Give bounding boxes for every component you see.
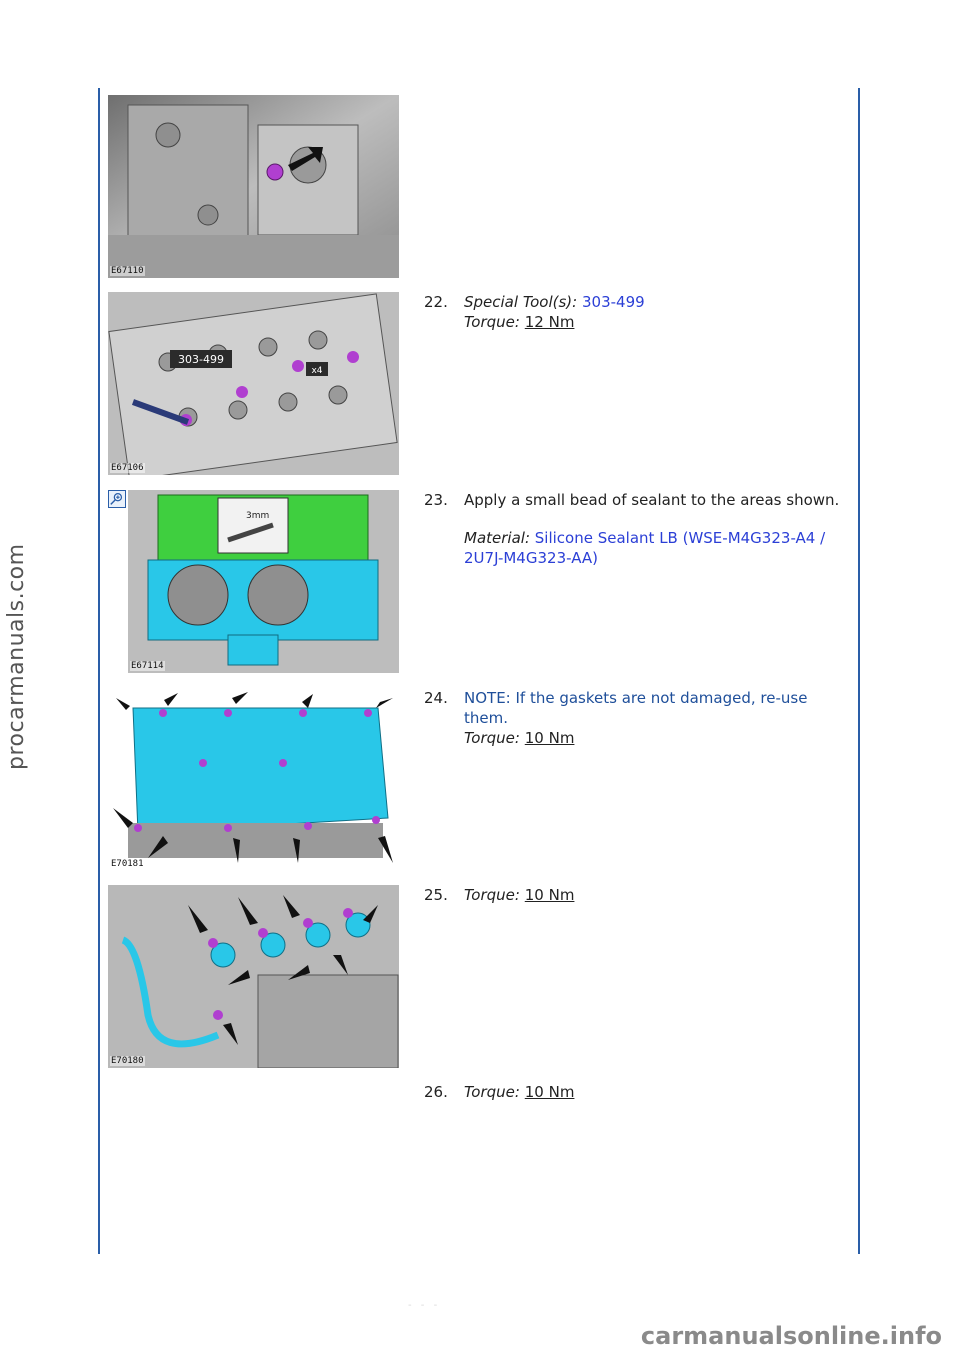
torque-label: Torque: [464,729,520,747]
figure-camshaft-tool [108,292,399,475]
torque-value: 10 Nm [524,729,575,747]
figure-code: E67106 [111,463,144,473]
special-tool-link[interactable]: 303-499 [582,293,645,311]
torque-label: Torque: [464,886,520,904]
step-number: 26. [424,1083,448,1101]
special-tool-label: Special Tool(s): [464,293,578,311]
torque-value: 10 Nm [524,1083,575,1101]
step-number: 23. [424,491,448,509]
figure-2-illustration [108,292,399,475]
torque-value: 10 Nm [524,886,575,904]
material-link[interactable]: Silicone Sealant LB (WSE-M4G323-A4 / 2U7J-M4G323-AA) [464,529,826,567]
bottom-watermark: carmanualsonline.info [640,1322,942,1350]
figure-5-illustration [108,885,399,1068]
figure-cam-cover [108,688,399,871]
step-number: 22. [424,293,448,311]
torque-value: 12 Nm [524,313,575,331]
footer-page-marker: - - - [408,1300,441,1311]
magnify-plus-glyph [109,491,125,507]
magnify-plus-icon[interactable] [108,490,126,508]
figure-code: E70180 [111,1056,144,1066]
figure-ignition-coils [108,885,399,1068]
figure-code: E67114 [131,661,164,671]
bead-size-label: 3mm [246,511,270,521]
figure-4-illustration [108,688,399,871]
step-22 [424,292,854,332]
step-24 [424,688,854,748]
material-label: Material: [464,529,530,547]
figure-code: E70181 [111,859,144,869]
step-note: NOTE: If the gaskets are not damaged, re-use them. [464,689,808,727]
right-margin-rule [858,88,860,1254]
step-25 [424,885,854,905]
figure-sealant [128,490,399,673]
tool-callout-label: 303-499 [178,353,224,366]
figure-3-illustration [128,490,399,673]
figure-1-illustration [108,95,399,278]
left-margin-rule [98,88,100,1254]
step-26 [424,1082,854,1102]
step-number: 25. [424,886,448,904]
figure-code: E67110 [111,266,144,276]
step-number: 24. [424,689,448,707]
step-instruction: Apply a small bead of sealant to the areas shown. [464,491,840,509]
figure-engine-plug [108,95,399,278]
torque-label: Torque: [464,1083,520,1101]
torque-label: Torque: [464,313,520,331]
step-23 [424,490,854,568]
side-watermark: procarmanuals.com [4,543,29,770]
count-callout-label: x4 [311,366,323,376]
